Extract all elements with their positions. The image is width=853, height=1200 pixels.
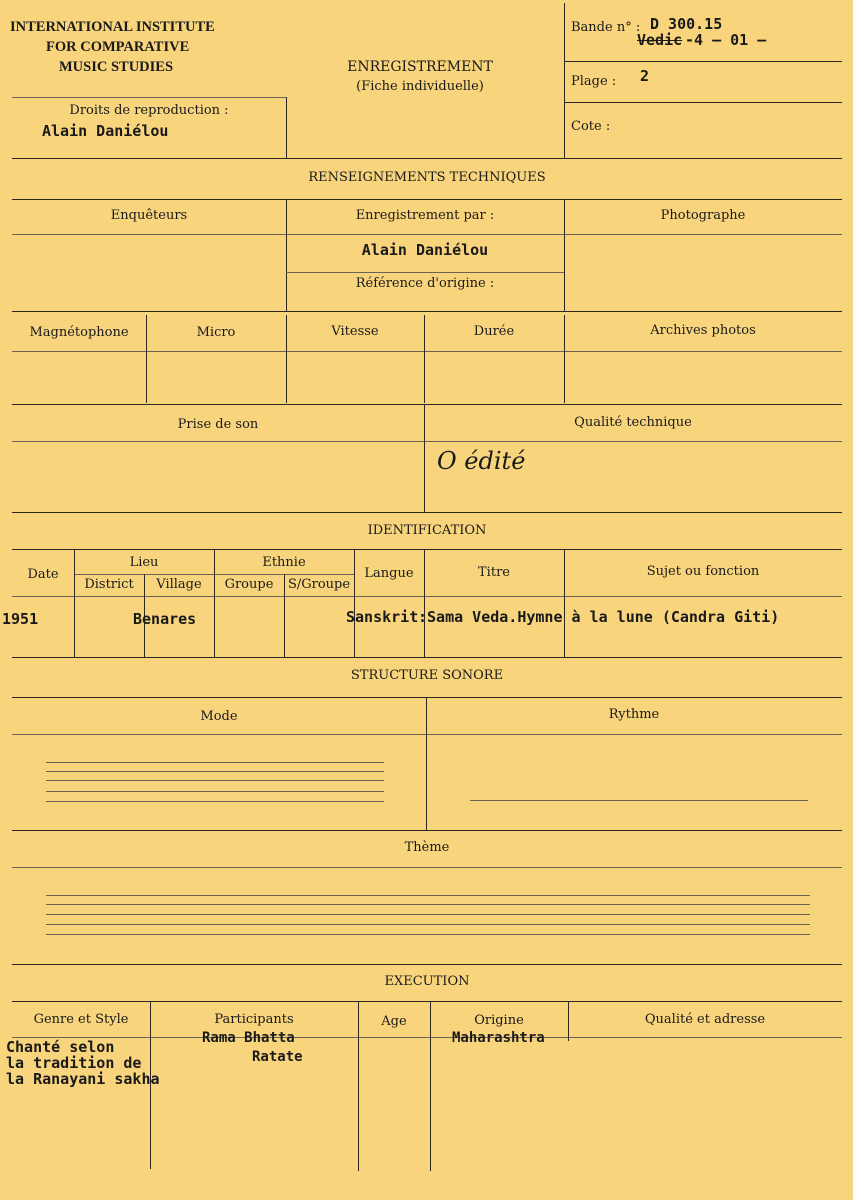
- reference-label: Référence d'origine :: [355, 276, 495, 291]
- form-rule: [146, 315, 147, 403]
- form-rule: [12, 697, 842, 698]
- langue-value: Sanskrit: [346, 608, 419, 626]
- form-title: ENREGISTREMENT: [347, 59, 493, 75]
- langue-label: Langue: [364, 566, 414, 581]
- form-rule: [46, 924, 810, 925]
- mode-label: Mode: [200, 709, 238, 724]
- form-rule: [12, 234, 842, 235]
- photographe-label: Photographe: [660, 208, 746, 223]
- form-rule: [12, 199, 842, 200]
- qualite-value: O édité: [437, 447, 526, 475]
- enregistrement-value: Alain Daniélou: [361, 241, 489, 259]
- form-rule: [286, 315, 287, 403]
- institute-line-1: INTERNATIONAL INSTITUTE: [10, 19, 215, 35]
- form-rule: [12, 657, 842, 658]
- institute-line-3: MUSIC STUDIES: [59, 59, 174, 75]
- form-rule: [46, 914, 810, 915]
- participant-1: Rama Bhatta: [202, 1030, 295, 1046]
- magnetophone-label: Magnétophone: [29, 325, 129, 340]
- micro-label: Micro: [196, 325, 236, 340]
- vitesse-label: Vitesse: [331, 324, 379, 339]
- form-rule: [284, 574, 285, 657]
- participants-label: Participants: [214, 1012, 294, 1027]
- form-rule: [424, 404, 425, 512]
- age-label: Age: [381, 1014, 407, 1029]
- titre-label: Titre: [478, 565, 510, 580]
- form-rule: [564, 102, 842, 103]
- genre-value-line-2: la tradition de: [6, 1054, 142, 1072]
- enqueteurs-label: Enquêteurs: [110, 208, 188, 223]
- genre-value-line-3: la Ranayani sakha: [6, 1070, 160, 1088]
- genre-value-line-1: Chanté selon: [6, 1038, 115, 1056]
- participant-2: Ratate: [252, 1049, 303, 1065]
- form-rule: [12, 964, 842, 965]
- origine-value: Maharashtra: [452, 1030, 545, 1046]
- genre-label: Genre et Style: [33, 1012, 129, 1027]
- form-rule: [286, 272, 564, 273]
- sgroupe-label: S/Groupe: [287, 577, 351, 592]
- plage-value: 2: [640, 67, 650, 85]
- duree-label: Durée: [473, 324, 515, 339]
- rights-value: Alain Daniélou: [42, 122, 169, 140]
- section-identification: IDENTIFICATION: [367, 523, 487, 538]
- lieu-value: Benares: [133, 610, 197, 628]
- qualite-label: Qualité technique: [574, 415, 692, 430]
- rythme-label: Rythme: [608, 707, 660, 722]
- institute-line-2: FOR COMPARATIVE: [46, 39, 190, 55]
- enregistrement-label: Enregistrement par :: [355, 208, 495, 223]
- form-rule: [564, 315, 565, 403]
- form-rule: [214, 549, 215, 657]
- form-rule: [470, 800, 808, 801]
- bande-value: D 300.15: [650, 15, 723, 33]
- form-rule: [286, 97, 287, 158]
- form-rule: [12, 1001, 842, 1002]
- form-rule: [564, 549, 565, 657]
- form-rule: [358, 1001, 359, 1171]
- form-rule: [12, 512, 842, 513]
- form-rule: [12, 867, 842, 868]
- form-rule: [564, 61, 842, 62]
- form-rule: [426, 697, 427, 830]
- form-rule: [46, 934, 810, 935]
- section-structure: STRUCTURE SONORE: [350, 668, 504, 683]
- form-rule: [354, 549, 355, 657]
- form-rule: [430, 1001, 431, 1171]
- ethnie-label: Ethnie: [262, 555, 306, 570]
- form-rule: [12, 311, 842, 312]
- section-execution: EXECUTION: [384, 974, 470, 989]
- form-rule: [12, 158, 842, 159]
- section-technique: RENSEIGNEMENTS TECHNIQUES: [308, 170, 546, 185]
- form-rule: [424, 315, 425, 403]
- form-rule: [12, 351, 842, 352]
- rights-label: Droits de reproduction :: [69, 103, 229, 118]
- form-rule: [12, 549, 842, 550]
- lieu-label: Lieu: [129, 555, 159, 570]
- form-subtitle: (Fiche individuelle): [356, 79, 484, 94]
- form-rule: [46, 762, 384, 763]
- form-rule: [12, 734, 842, 735]
- district-label: District: [84, 577, 134, 592]
- qualite-adresse-label: Qualité et adresse: [644, 1012, 766, 1027]
- form-rule: [12, 404, 842, 405]
- bande-struck: Vedic: [637, 31, 683, 49]
- theme-label: Thème: [404, 840, 450, 855]
- bande-label: Bande n° :: [571, 20, 641, 35]
- village-label: Village: [156, 577, 202, 592]
- date-value: 1951: [2, 610, 39, 628]
- form-rule: [424, 549, 425, 657]
- form-rule: [12, 830, 842, 831]
- prise-label: Prise de son: [177, 417, 259, 432]
- date-label: Date: [27, 567, 59, 582]
- form-rule: [46, 895, 810, 896]
- sujet-label: Sujet ou fonction: [646, 564, 760, 579]
- form-rule: [46, 791, 384, 792]
- groupe-label: Groupe: [224, 577, 274, 592]
- cote-label: Cote :: [571, 119, 611, 134]
- form-rule: [12, 97, 287, 98]
- form-rule: [74, 549, 75, 657]
- form-rule: [568, 1001, 569, 1041]
- origine-label: Origine: [474, 1013, 524, 1028]
- titre-value: :Sama Veda.Hymne à la lune (Candra Giti): [418, 608, 780, 626]
- form-rule: [564, 199, 565, 311]
- plage-label: Plage :: [571, 74, 617, 89]
- bande-line2: -4 — 01 —: [685, 31, 767, 49]
- form-rule: [46, 771, 384, 772]
- archives-label: Archives photos: [650, 323, 756, 338]
- form-rule: [46, 904, 810, 905]
- form-rule: [12, 1037, 842, 1038]
- form-rule: [46, 780, 384, 781]
- form-rule: [564, 3, 565, 158]
- form-rule: [46, 801, 384, 802]
- form-rule: [12, 596, 842, 597]
- form-rule: [12, 441, 842, 442]
